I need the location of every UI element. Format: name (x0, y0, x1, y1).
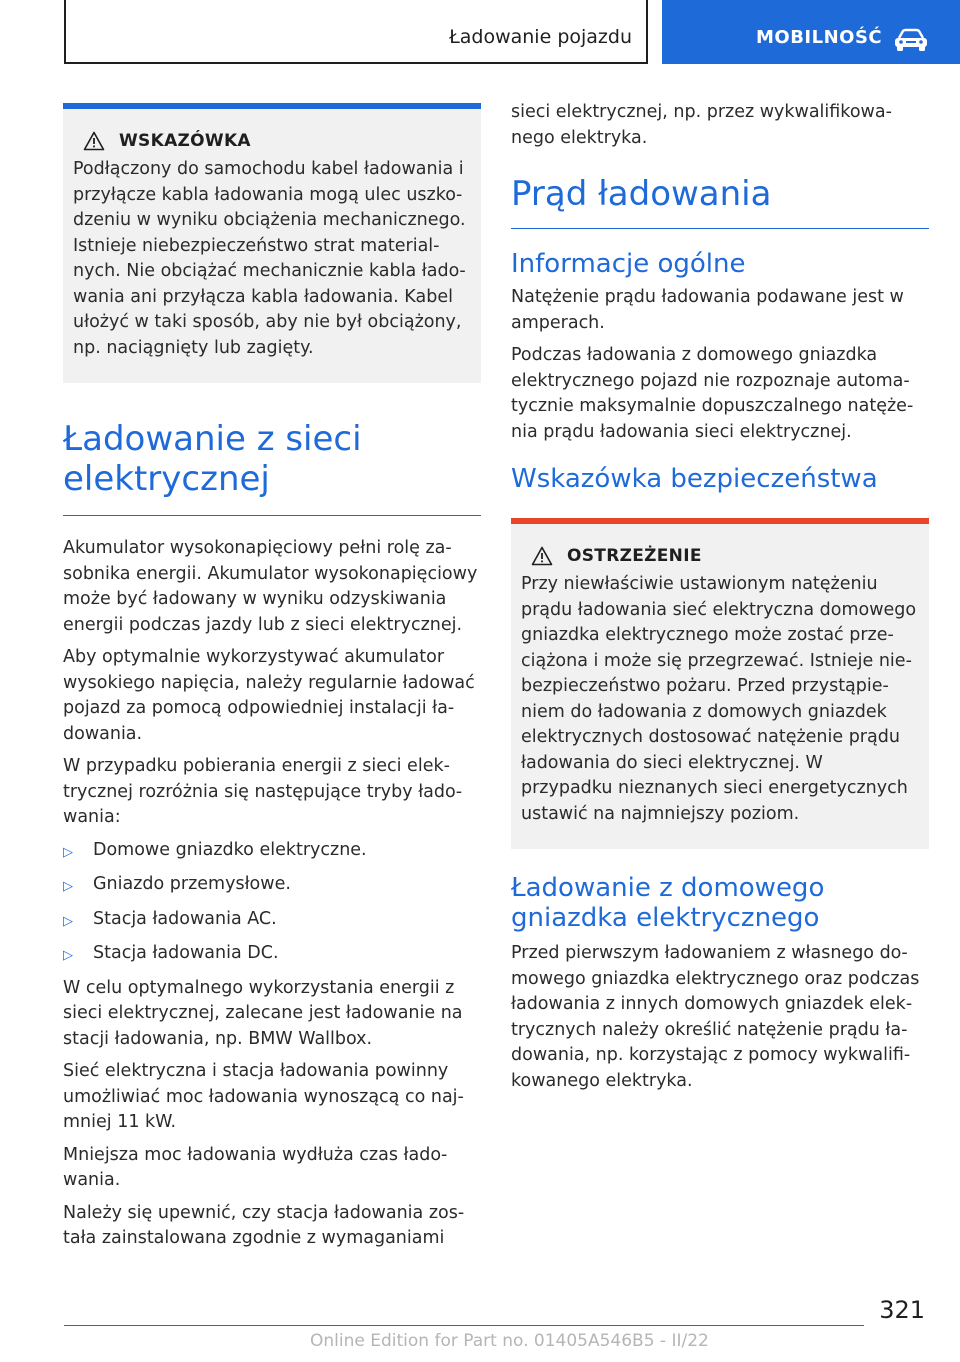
warning-box (511, 518, 929, 849)
footer-divider (64, 1325, 864, 1326)
list-item: ▷ Domowe gniazdko elektryczne. (63, 838, 481, 866)
bullet-triangle-icon: ▷ (63, 879, 73, 894)
paragraph: Natężenie prądu ładowania podawane jest w amperach. (511, 287, 904, 333)
notice-text: Podłączony do samochodu kabel ładowania i przyłącze kabla ładowania mogą ulec uszkodzeniu w wyniku obciążenia mechanicznego. Istnieje niebezpieczeństwo strat materialnych. Nie obciążać mechanicznie kabla ładowania ani przyłącza kabla ładowania. Kabel ułożyć w taki sposób, aby nie był obciążony, np. naciągnięty lub zagięty. (73, 159, 466, 358)
warning-title: OSTRZEŻENIE (567, 546, 702, 566)
chapter-title: MOBILNOŚĆ (756, 27, 883, 48)
warning-triangle-icon (83, 131, 105, 151)
paragraph: Przed pierwszym ładowaniem z własnego domowego gniazdka elektrycznego oraz podczas ładowania z innych domowych gniazdek elektrycznych należy określić natężenie prądu ładowania, np. korzystając z pomocy wykwalifikowanego elektryka. (511, 943, 920, 1091)
section-heading-charging-current: Prąd ładowania (511, 174, 929, 229)
notice-title: WSKAZÓWKA (119, 131, 251, 151)
notice-box (63, 103, 481, 383)
subheading-safety-note: Wskazówka bezpieczeństwa (511, 464, 878, 494)
subheading-home-socket: Ładowanie z domowego gniazdka elektrycznego (511, 873, 825, 933)
car-icon (893, 28, 929, 52)
edition-info: Online Edition for Part no. 01405A546B5 - II/22 (310, 1331, 709, 1351)
paragraph: Sieć elektryczna i stacja ładowania powinny umożliwiać moc ładowania wynoszącą co najmniej 11 kW. (63, 1061, 464, 1132)
charging-modes-list (63, 838, 481, 969)
warning-text: Przy niewłaściwie ustawionym natężeniu prądu ładowania sieć elektryczna domowego gniazdka elektrycznego może zostać przeciążona i może się przegrzewać. Istnieje niebezpieczeństwo pożaru. Przed przystąpieniem do ładowania z domowych gniazdek elektrycznych dostosować natężenie prądu ładowania do sieci elektrycznej. W przypadku nieznanych sieci energetycznych ustawić na najmniejszy poziom. (521, 574, 917, 824)
bullet-triangle-icon: ▷ (63, 844, 73, 860)
section-heading-grid-charging: Ładowanie z sieci elektrycznej (63, 419, 481, 516)
right-column (511, 100, 929, 1101)
section-title: Ładowanie pojazdu (449, 26, 632, 48)
subheading-general-info: Informacje ogólne (511, 249, 746, 279)
header-chapter-tab (662, 0, 960, 64)
paragraph: W przypadku pobierania energii z sieci elektrycznej rozróżnia się następujące tryby ładowania: (63, 756, 463, 827)
paragraph: W celu optymalnego wykorzystania energii z sieci elektrycznej, zalecane jest ładowanie na stacji ładowania, np. BMW Wallbox. (63, 977, 463, 1049)
paragraph: Mniejsza moc ładowania wydłuża czas ładowania. (63, 1144, 448, 1190)
paragraph-continued: sieci elektrycznej, np. przez wykwalifikowanego elektryka. (511, 102, 892, 148)
list-item: ▷ Gniazdo przemysłowe. (63, 872, 481, 900)
paragraph: Akumulator wysokonapięciowy pełni rolę zasobnika energii. Akumulator wysokonapięciowy może być ładowany w wyniku odzyskiwania energii podczas jazdy lub z sieci elektrycznej. (63, 538, 478, 635)
list-item: ▷ Stacja ładowania DC. (63, 941, 481, 969)
page-number: 321 (879, 1296, 925, 1324)
warning-triangle-icon (531, 546, 553, 566)
paragraph: Należy się upewnić, czy stacja ładowania została zainstalowana zgodnie z wymaganiami (63, 1202, 465, 1248)
left-column (63, 103, 481, 1259)
bullet-triangle-icon: ▷ (63, 913, 73, 929)
paragraph: Aby optymalnie wykorzystywać akumulator wysokiego napięcia, należy regularnie ładować pojazd za pomocą odpowiedniej instalacji ładowania. (63, 647, 475, 744)
paragraph: Podczas ładowania z domowego gniazdka elektrycznego pojazd nie rozpoznaje automatycznie maksymalnie dopuszczalnego natężenia prądu ładowania sieci elektrycznej. (511, 345, 914, 442)
header-section-box (64, 0, 648, 64)
bullet-triangle-icon: ▷ (63, 948, 73, 963)
list-item: ▷ Stacja ładowania AC. (63, 907, 481, 935)
